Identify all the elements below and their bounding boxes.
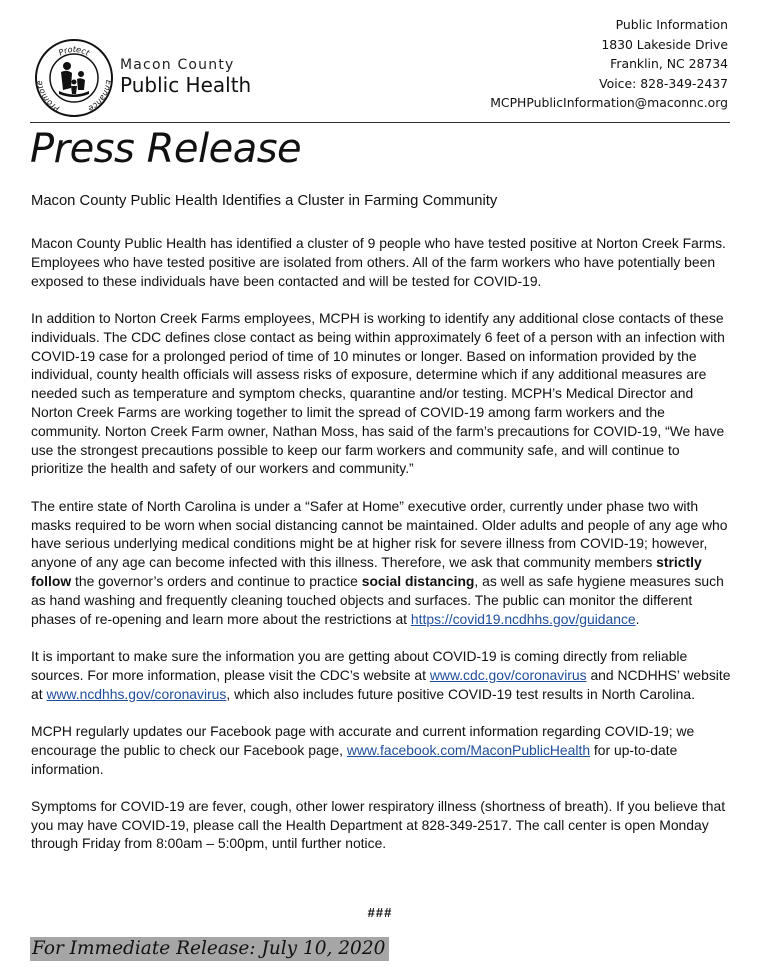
logo-ring-right: Enhance	[86, 79, 114, 114]
contact-voice: Voice: 828-349-2437	[599, 75, 728, 91]
release-date-banner: For Immediate Release: July 10, 2020	[30, 937, 389, 961]
p3-text-c: , as well as safe hygiene measures such as hand washing and frequently cleaning touched objects and surfaces. The public can monitor the different phases of re-opening and learn more about the restrictions at	[31, 572, 724, 627]
p3-bold-strictly-follow: strictly follow	[31, 554, 702, 589]
organization-name	[120, 58, 251, 95]
release-subtitle: Macon County Public Health Identifies a Cluster in Farming Community	[31, 193, 498, 209]
p5-text-b: for up-to-date information.	[31, 741, 678, 777]
svg-text:Promote	[35, 80, 61, 113]
facebook-page-link[interactable]: www.facebook.com/MaconPublicHealth	[346, 741, 591, 758]
p3-text-d: .	[635, 610, 640, 627]
ncdhhs-coronavirus-link[interactable]: www.ncdhhs.gov/coronavirus	[46, 685, 227, 702]
contact-address: 1830 Lakeside Drive	[601, 36, 728, 52]
paragraph-2: In addition to Norton Creek Farms employees, MCPH is working to identify any additional close contacts of these individuals. The CDC defines close contact as being within approximately 6 feet of a person with an infection with COVID-19 case for a prolonged period of time of 10 minutes or longer. Based on information provided by the individual, county health officials will assess risks of exposure, determine which if any additional measures are needed such as temperature and symptom checks, quarantine and/or testing. MCPH’s Medical Director and Norton Creek Farms are working together to limit the spread of COVID-19 among farm workers and the community. Norton Creek Farm owner, Nathan Moss, has said of the farm’s precautions for COVID-19, “We have use the strongest precautions possible to keep our farm workers and community safe, and will continue to prioritize the health and safety of our workers and community.”	[31, 309, 725, 477]
header-divider	[30, 122, 730, 123]
svg-text:Protect	[57, 45, 92, 58]
end-mark: ###	[367, 905, 393, 920]
p5-text-a: MCPH regularly updates our Facebook page with accurate and current information regarding COVID-19; we encourage the public to check our Facebook page,	[31, 722, 695, 758]
macon-county-public-health-logo	[34, 38, 114, 118]
ncdhhs-guidance-link[interactable]: https://covid19.ncdhhs.gov/guidance	[410, 610, 636, 627]
contact-title: Public Information	[615, 17, 728, 32]
contact-block	[490, 15, 728, 113]
p3-bold-social-distancing: social distancing	[361, 572, 475, 589]
p4-text-c: , which also includes future positive COVID-19 test results in North Carolina.	[226, 685, 695, 702]
family-silhouette-icon	[59, 62, 89, 97]
release-body	[31, 234, 733, 872]
paragraph-4	[31, 647, 733, 703]
p3-text-a: The entire state of North Carolina is under a “Safer at Home” executive order, currently under phase two with masks required to be worn when social distancing cannot be maintained. Older adults and people of any age who have serious underlying medical conditions might be at higher risk for severe illness from COVID-19; however, anyone of any age can become infected with this illness. Therefore, we ask that community members	[31, 497, 728, 571]
logo-ring-top: Protect	[57, 44, 91, 58]
p3-text-b: the governor’s orders and continue to practice	[71, 572, 362, 589]
contact-city: Franklin, NC 28734	[610, 56, 728, 71]
contact-email: MCPHPublicInformation@maconnc.org	[490, 95, 728, 110]
org-line2: Public Health	[120, 73, 252, 97]
logo-ring-left: Promote	[34, 79, 61, 114]
cdc-coronavirus-link[interactable]: www.cdc.gov/coronavirus	[429, 666, 587, 683]
svg-text:Enhance	[87, 80, 114, 114]
paragraph-6: Symptoms for COVID-19 are fever, cough, other lower respiratory illness (shortness of breath). If you believe that you may have COVID-19, please call the Health Department at 828-349-2517. The call center is open Monday through Friday from 8:00am – 5:00pm, until further notice.	[31, 797, 726, 852]
paragraph-5	[31, 722, 733, 778]
paragraph-1: Macon County Public Health has identified a cluster of 9 people who have tested positive at Norton Creek Farms. Employees who have tested positive are isolated from others. All of the farm workers who have potentially been exposed to these individuals have been contacted and will be tested for COVID-19.	[31, 235, 726, 289]
page-title: Press Release	[30, 126, 302, 172]
p4-text-b: and NCDHHS’ website at	[31, 666, 731, 702]
org-line1: Macon County	[120, 57, 235, 73]
paragraph-3	[31, 497, 733, 629]
p4-text-a: It is important to make sure the information you are getting about COVID-19 is coming directly from reliable sources. For more information, please visit the CDC’s website at	[31, 647, 688, 683]
